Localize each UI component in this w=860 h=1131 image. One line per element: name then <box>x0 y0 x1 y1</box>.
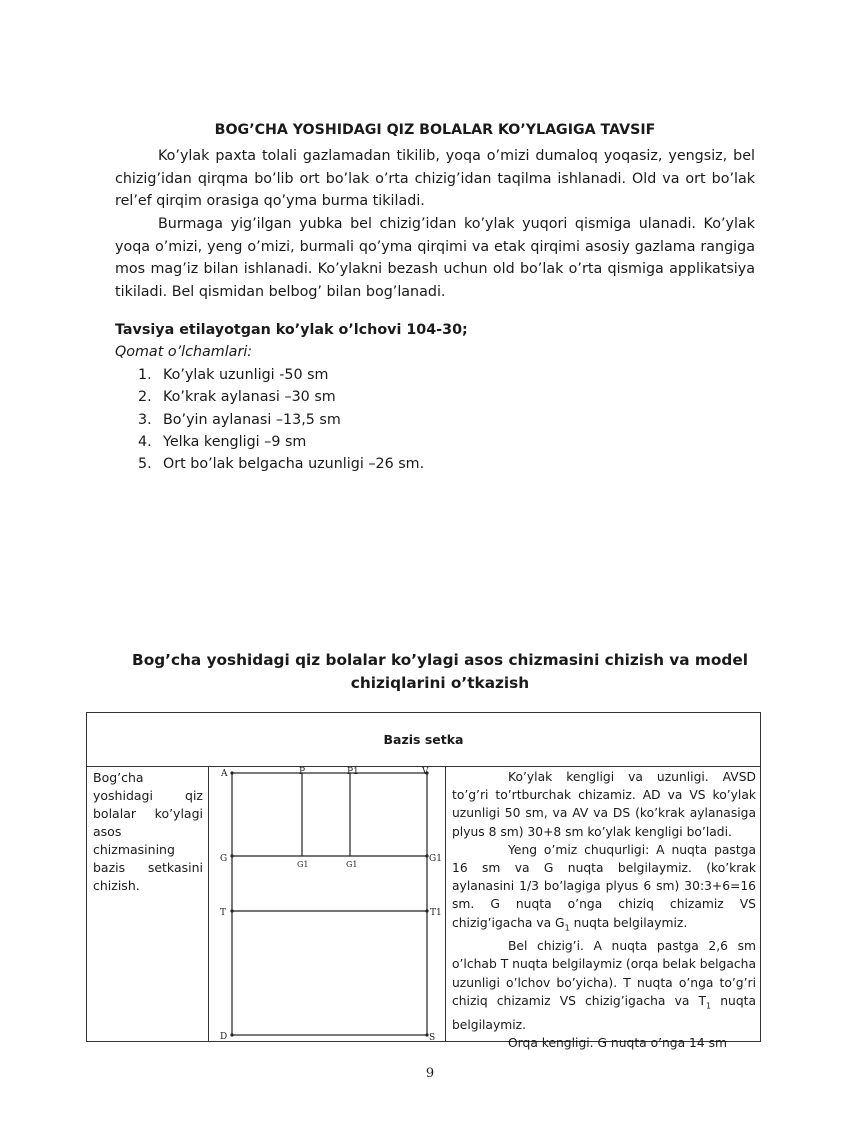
column-divider <box>445 766 446 1041</box>
list-item: 1. Ko’ylak uzunligi -50 sm <box>138 367 329 383</box>
point-label-p1: P1 <box>347 767 359 777</box>
column-divider <box>208 766 209 1041</box>
measurements-list <box>138 364 424 475</box>
point-label-t: T <box>220 908 227 918</box>
grid-rectangle <box>232 773 427 1035</box>
instruction-paragraph: Ko’ylak kengligi va uzunligi. AVSD to’g’ri to’rtburchak chizamiz. AD va VS ko’ylak uzunligi 50 sm, va AV va DS (ko’krak aylanasiga plyus 8 sm) 30+8 sm ko’ylak kengligi bo’ladi. <box>452 770 756 839</box>
point-label-t1: T1 <box>430 908 442 918</box>
measurements-title: Qomat o’lchamlari: <box>115 344 253 360</box>
instructions-cell <box>452 768 756 1050</box>
point-label-s: S <box>429 1033 436 1043</box>
section-title: Bog’cha yoshidagi qiz bolalar ko’ylagi asos chizmasini chizish va model chiziqlarini o’tkazish <box>132 651 748 692</box>
point-label-p: P <box>299 767 306 777</box>
instruction-paragraph: Bel chizig’i. A nuqta pastga 2,6 sm o’lchab T nuqta belgilaymiz (orqa belak belgacha uzunligi o’lchov bo’yicha). T nuqta o’nga to’g’ri chiziq chizamiz VS chizig’igacha va $T_1$ nuqta belgilaymiz. <box>452 939 756 1032</box>
list-item: 5. Ort bo’lak belgacha uzunligi –26 sm. <box>138 456 425 473</box>
instruction-paragraph: Orqa kengligi. G nuqta o’nga 14 sm <box>508 1035 728 1050</box>
base-grid-drawing <box>215 767 441 1043</box>
list-item: 4. Yelka kengligi –9 sm <box>138 433 307 450</box>
list-item: 2. Ko’krak aylanasi –30 sm <box>138 389 336 406</box>
instruction-paragraph: Yeng o’miz chuqurligi: A nuqta pastga 16 sm va G nuqta belgilaymiz. (ko’krak aylanasini 1/3 bo’lagiga plyus 6 sm) 30:3+6=16 sm. G nuqta o’nga chiziq chizamiz VS chizig’igacha va $G_1$ nuqta belgilaymiz. <box>452 842 756 933</box>
point-label-d: D <box>220 1032 228 1042</box>
recommended-size-title: Tavsiya etilayotgan ko’ylak o’lchovi 104-30; <box>115 322 468 338</box>
step-description-cell: Bog’cha yoshidagi qiz bolalar ko’ylagi asos chizmasining bazis setkasini chizish. <box>93 770 203 893</box>
table-header: Bazis setka <box>87 713 760 767</box>
list-item: 3. Bo’yin aylanasi –13,5 sm <box>138 411 341 428</box>
point-label-g-p1: G1 <box>346 860 358 869</box>
point-label-a: A <box>221 769 228 779</box>
point-label-g: G <box>220 854 228 864</box>
point-label-g1: G1 <box>429 854 442 864</box>
paragraph-description: Ko’ylak paxta tolali gazlamadan tikilib, yoqa o’mizi dumaloq yoqasiz, yengsiz, bel chizig’idan qirqma bo’lib ort bo’lak o’rta chizig’idan taqilma ishlanadi. Old va ort bo’lak rel’ef qirqim orasiga qo’yma burma tikiladi. <box>115 148 755 210</box>
point-label-v: V <box>422 767 429 777</box>
point-label-g-p: G1 <box>297 860 309 869</box>
document-heading: BOG’CHA YOSHIDAGI QIZ BOLALAR KO’YLAGIGA TAVSIF <box>214 122 656 138</box>
paragraph-skirt: Burmaga yig’ilgan yubka bel chizig’idan ko’ylak yuqori qismiga ulanadi. Ko’ylak yoqa o’mizi, yeng o’mizi, burmali qo’yma qirqimi va etak qirqimi asosiy gazlama rangiga mos mag’iz bilan ishlanadi. Ko’ylakni bezash uchun old bo’lak o’rta qismiga applikatsiya tikiladi. Bel qismidan belbog’ bilan bog’lanadi. <box>115 216 755 300</box>
instruction-table <box>86 712 761 1050</box>
page-number: 9 <box>425 1066 435 1081</box>
